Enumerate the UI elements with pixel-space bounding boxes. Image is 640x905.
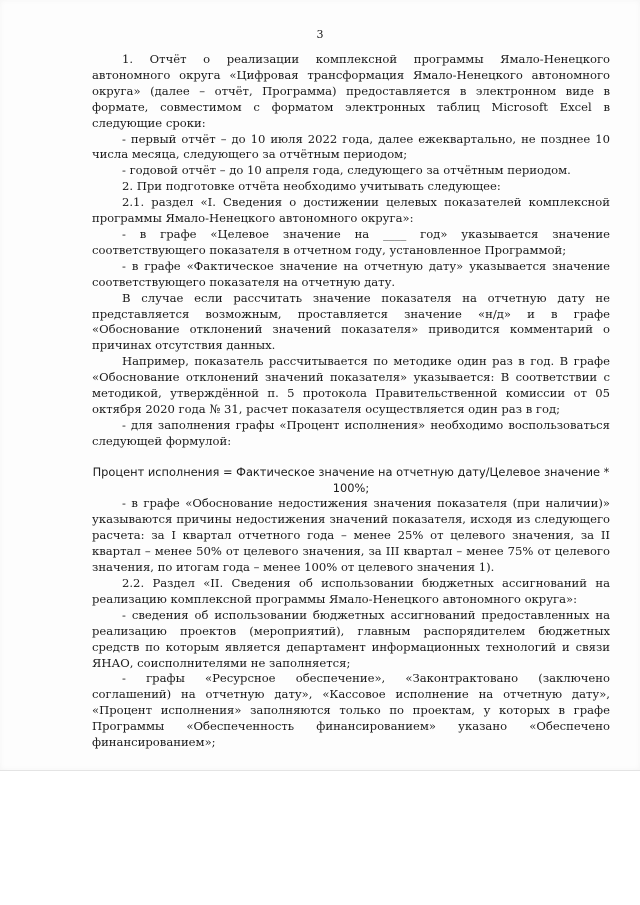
paragraph: - графы «Ресурсное обеспечение», «Законтрактовано (заключено соглашений) на отчетную дату», «Кассовое исполнение на отчетную дату», «Процент исполнения» заполняются только по проектам, у которых в графе Программы «Обеспеченность финансированием» указано «Обеспечено финансированием»; bbox=[92, 671, 610, 750]
paragraph: - для заполнения графы «Процент исполнения» необходимо воспользоваться следующей формулой: bbox=[92, 417, 610, 448]
paragraph: - в графе «Обоснование недостижения значения показателя (при наличии)» указываются причины недостижения значений показателя, исходя из следующего расчета: за I квартал отчетного года – менее 25% от целевого значения, за II квартал – менее 50% от целевого значения, за III квартал – менее 75% от целевого значения, по итогам года – менее 100% от целевого значения 1). bbox=[92, 496, 610, 575]
paragraph: 1. Отчёт о реализации комплексной программы Ямало-Ненецкого автономного округа «Цифровая трансформация Ямало-Ненецкого автономного округа» (далее – отчёт, Программа) предоставляется в электронном виде в формате, совместимом с форматом электронных таблиц Microsoft Excel в следующие сроки: bbox=[92, 52, 610, 130]
paragraph: В случае если рассчитать значение показателя на отчетную дату не представляется возможным, проставляется значение «н/д» и в графе «Обоснование отклонений значений показателя» приводится комментарий о причинах отсутствия данных. bbox=[92, 290, 610, 353]
paragraph: 2.2. Раздел «II. Сведения об использовании бюджетных ассигнований на реализацию комплексной программы Ямало-Ненецкого автономного округа»: bbox=[92, 576, 610, 606]
document-body bbox=[92, 52, 610, 751]
paragraph: - годовой отчёт – до 10 апреля года, следующего за отчётным периодом. bbox=[122, 163, 571, 178]
paragraph: 2. При подготовке отчёта необходимо учитывать следующее: bbox=[122, 179, 501, 194]
page-number: 3 bbox=[316, 28, 324, 41]
formula-paragraph: Процент исполнения = Фактическое значение на отчетную дату/Целевое значение * 100%; bbox=[92, 464, 610, 495]
paragraph: 2.1. раздел «I. Сведения о достижении целевых показателей комплексной программы Ямало-Ненецкого автономного округа»: bbox=[92, 195, 610, 226]
paragraph: Например, показатель рассчитывается по методике один раз в год. В графе «Обоснование отклонений значений показателя» указывается: В соответствии с методикой, утверждённой п. 5 протокола Правительственной комиссии от 05 октября 2020 года № 31, расчет показателя осуществляется один раз в год; bbox=[92, 354, 610, 416]
paragraph: - в графе «Фактическое значение на отчетную дату» указывается значение соответствующего показателя на отчетную дату. bbox=[92, 258, 610, 289]
paragraph: - в графе «Целевое значение на ____ год» указывается значение соответствующего показателя в отчетном году, установленное Программой; bbox=[92, 226, 610, 257]
paragraph: - сведения об использовании бюджетных ассигнований предоставленных на реализацию проектов (мероприятий), главным распорядителем бюджетных средств по которым является департамент информационных технологий и связи ЯНАО, соисполнителями не заполняется; bbox=[92, 607, 610, 670]
paragraph: - первый отчёт – до 10 июля 2022 года, далее ежеквартально, не позднее 10 числа месяца, следующего за отчётным периодом; bbox=[92, 131, 610, 162]
